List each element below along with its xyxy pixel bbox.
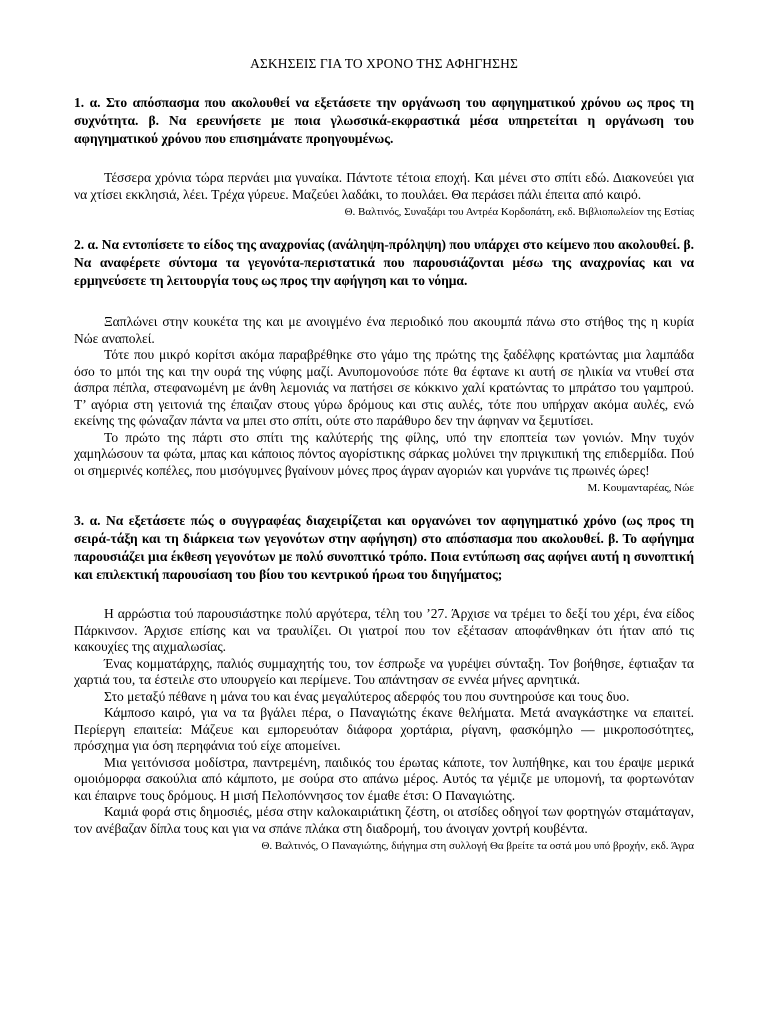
excerpt-paragraph: Το πρώτο της πάρτι στο σπίτι της καλύτερής της φίλης, υπό την εποπτεία των γονιών. Μην τυχόν χαμηλώσουν τα φώτα, μπας και κάποιος πόντος αγορίστικης σάρκας μολύνει την πριγκιπική της επιδερμίδα. Πού οι σημερινές κοπέλες, που μισόγυμνες βγαίνουν μόνες προς άγραν αγοριών και γυρνάνε τις πρωινές ώρες! (74, 429, 694, 478)
excerpt-paragraph: Στο μεταξύ πέθανε η μάνα του και ένας μεγαλύτερος αδερφός του που συντηρούσε και τους δυο. (104, 688, 630, 704)
document-title: ΑΣΚΗΣΕΙΣ ΓΙΑ ΤΟ ΧΡΟΝΟ ΤΗΣ ΑΦΗΓΗΣΗΣ (250, 56, 518, 71)
excerpt-paragraph: Ξαπλώνει στην κουκέτα της και με ανοιγμένο ένα περιοδικό που ακουμπά πάνω στο στήθος της η κυρία Νώε αναπολεί. (74, 314, 694, 346)
excerpt-paragraph: Η αρρώστια τού παρουσιάστηκε πολύ αργότερα, τέλη του ’27. Άρχισε να τρέμει το δεξί του χέρι, ένα είδος Πάρκινσον. Άρχισε επίσης και να τραυλίζει. Οι γιατροί που τον εξέτασαν αποφάνθηκαν ότι ήταν από τις κακουχίες της αιχμαλωσίας. (74, 606, 694, 654)
exercise-1 (74, 94, 694, 220)
excerpt-paragraph: Μια γειτόνισσα μοδίστρα, παντρεμένη, παιδικός του έρωτας κάποτε, τον λυπήθηκε, και του έραψε μερικά ομοιόμορφα σακούλια από κάμποτο, με σούρα στο απάνω μέρος. Αυτός τα γέμιζε με υπομονή, τα φορτωνόταν και έπαιρνε τους δρόμους. Η μισή Πελοπόννησος τον έμαθε έτσι: Ο Παναγιώτης. (74, 754, 694, 803)
excerpt-paragraph: Ένας κομματάρχης, παλιός συμμαχητής του, τον έσπρωξε να γυρέψει σύνταξη. Τον βοήθησε, έφτιαξαν τα χαρτιά του, τα έστειλε στο υπουργείο και περίμενε. Του απάντησαν σε εννέα μήνες αρνητικά. (74, 655, 694, 687)
exercise-2-excerpt (74, 314, 694, 479)
exercise-3-question: 3. α. Να εξετάσετε πώς ο συγγραφέας διαχειρίζεται και οργανώνει τον αφηγηματικό χρόνο (ως προς τη σειρά-τάξη και τη διάρκεια των γεγονότων στην αφήγηση) στο απόσπασμα που ακολουθεί. β. Το αφήγημα παρουσιάζει μια έκθεση γεγονότων με πολύ συνοπτικό τρόπο. Ποια εντύπωση σας αφήνει αυτή η συνοπτική και επιλεκτική παρουσίαση του βίου του κεντρικού ήρωα του διηγήματος; (74, 513, 694, 582)
exercise-1-question: 1. α. Στο απόσπασμα που ακολουθεί να εξετάσετε την οργάνωση του αφηγηματικού χρόνου ως προς τη συχνότητα. β. Να ερευνήσετε με ποια γλωσσικά-εκφραστικά μέσα υπηρετείται η οργάνωση του αφηγηματικού χρόνου που επισημάνατε προηγουμένως. (74, 95, 694, 146)
exercise-2 (74, 236, 694, 496)
exercise-1-excerpt (74, 170, 694, 203)
exercise-2-question: 2. α. Να εντοπίσετε το είδος της αναχρονίας (ανάληψη-πρόληψη) που υπάρχει στο κείμενο που ακολουθεί. β. Να αναφέρετε σύντομα τα γεγονότα-περιστατικά που παρουσιάζονται μέσω της αναχρονίας και να ερμηνεύσετε τη λειτουργία τους ως προς την αφήγηση και το νόημα. (74, 237, 694, 288)
exercise-3-excerpt (74, 606, 694, 837)
excerpt-paragraph: Τότε που μικρό κορίτσι ακόμα παραβρέθηκε στο γάμο της πρώτης της ξαδέλφης κρατώντας μια λαμπάδα όσο το μπόι της και την ουρά της νύφης μαζί. Ανυπομονούσε πότε θα έφτανε κι αυτή σε ηλικία να ντυθεί στα άσπρα πέπλα, στεφανωμένη με άνθη λεμονιάς να πατήσει σε κόκκινο χαλί κρατώντας το μπράτσο του γαμπρού. Τ’ αγόρια στη γειτονιά της έπαιζαν στους γύρω δρόμους και στις αυλές, τότε που υπήρχαν ακόμα αυλές, ενώ εκείνης της φώναζαν πάντα να μπει στο σπίτι, ούτε στο παράθυρο δεν την άφηναν να ξεμυτίσει. (74, 347, 694, 428)
excerpt-paragraph: Καμιά φορά στις δημοσιές, μέσα στην καλοκαιριάτικη ζέστη, οι ατσίδες οδηγοί των φορτηγών σταμάταγαν, τον ανέβαζαν δίπλα τους και για να σπάνε πλάκα στη διαδρομή, του άνοιγαν χοντρή κουβέντα. (74, 804, 694, 836)
exercise-3 (74, 512, 694, 854)
exercise-1-source: Θ. Βαλτινός, Συναξάρι του Αντρέα Κορδοπάτη, εκδ. Βιβλιοπωλείον της Εστίας (344, 206, 694, 218)
exercise-2-source: Μ. Κουμανταρέας, Νώε (587, 482, 694, 494)
excerpt-paragraph: Κάμποσο καιρό, για να τα βγάλει πέρα, ο Παναγιώτης έκανε θελήματα. Μετά αναγκάστηκε να επαιτεί. Περίεργη επαιτεία: Μάζευε και εμπορευόταν διάφορα χορτάρια, ρίγανη, φασκόμηλο — μικροποσότητες, πρόσχημα για όση περηφάνια τού είχε απομείνει. (74, 705, 694, 753)
exercise-3-source: Θ. Βαλτινός, Ο Παναγιώτης, διήγημα στη συλλογή Θα βρείτε τα οστά μου υπό βροχήν, εκδ. Άγρα (261, 840, 694, 852)
excerpt-paragraph: Τέσσερα χρόνια τώρα περνάει μια γυναίκα. Πάντοτε τέτοια εποχή. Και μένει στο σπίτι εδώ. Διακονεύει για να χτίσει εκκλησιά, λέει. Τρέχα γύρευε. Μαζεύει λαδάκι, το πουλάει. Θα περάσει πάλι έπειτα από καιρό. (74, 170, 694, 202)
